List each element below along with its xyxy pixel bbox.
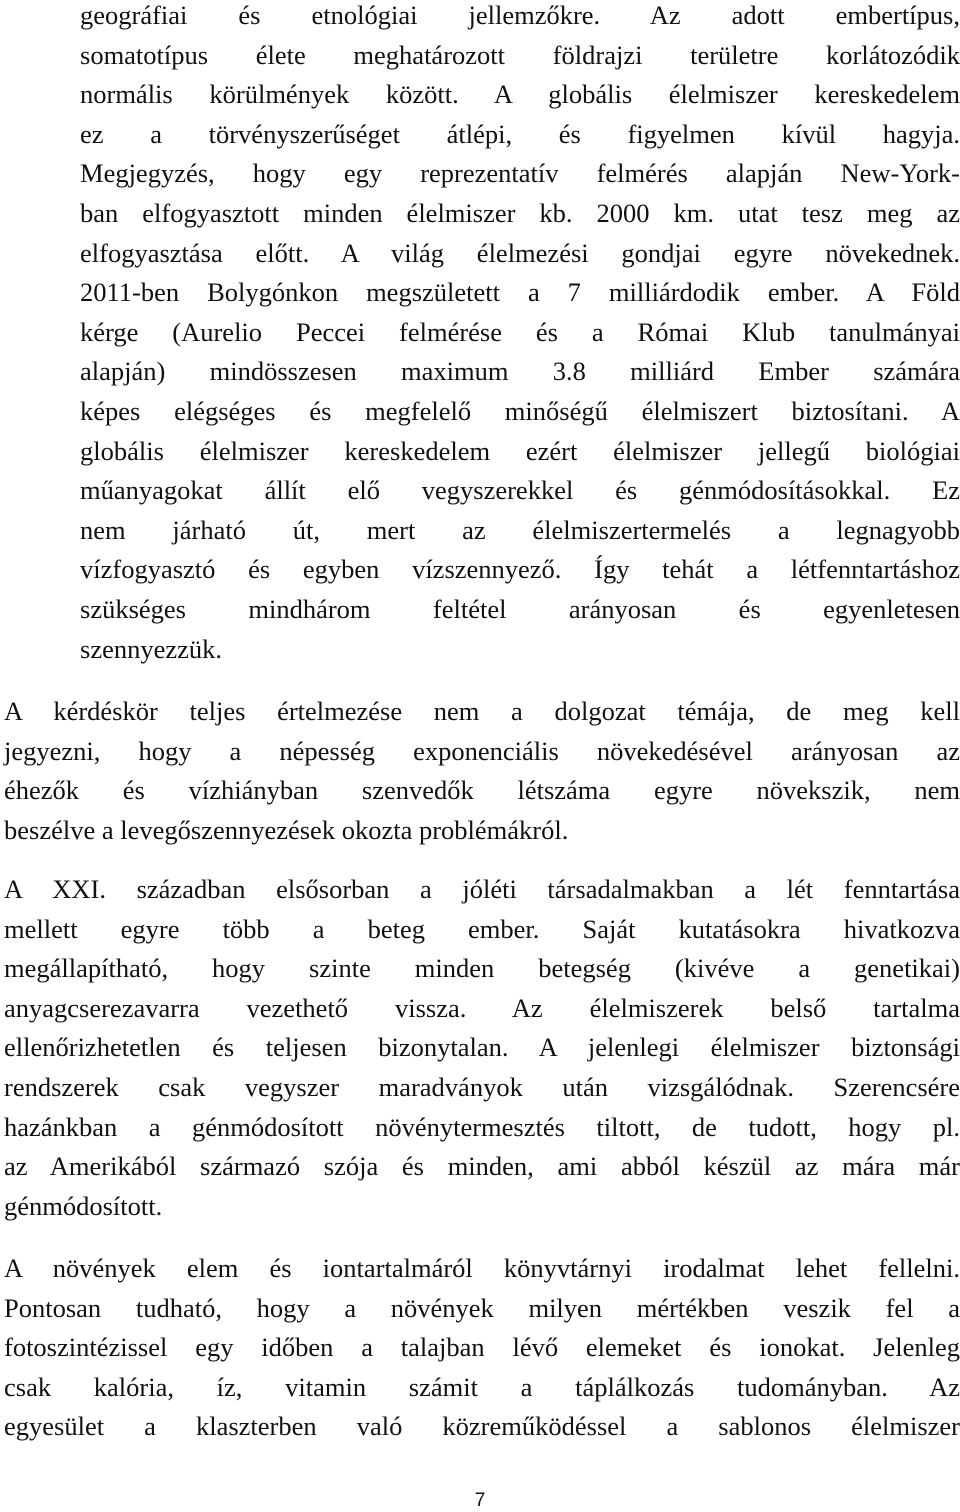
- text-line: Megjegyzés, hogy egy reprezentatív felmérés alapján New-York-: [80, 158, 960, 189]
- text-line: ellenőrizhetetlen és teljesen bizonytalan. A jelenlegi élelmiszer biztonsági: [4, 1032, 960, 1063]
- paragraph-21st-century-illness: [4, 870, 960, 1226]
- text-line: A kérdéskör teljes értelmezése nem a dolgozat témája, de meg kell: [4, 696, 960, 726]
- page-number: 7: [474, 1490, 486, 1511]
- text-line: az Amerikából származó szója és minden, ami abból készül az mára már: [4, 1151, 960, 1182]
- text-line: vízfogyasztó és egyben vízszennyező. Így tehát a létfenntartáshoz: [80, 554, 960, 585]
- text-line: csak kalória, íz, vitamin számit a táplálkozás tudományban. Az: [4, 1371, 960, 1402]
- text-line: egyesület a klaszterben való közreműködéssel a sablonos élelmiszer: [4, 1411, 960, 1442]
- text-line: képes elégséges és megfelelő minőségű élelmiszert biztosítani. A: [80, 395, 960, 426]
- text-line: A növények elem és iontartalmáról könyvtárnyi irodalmat lehet fellelni.: [4, 1253, 960, 1283]
- text-line: ban elfogyasztott minden élelmiszer kb. 2000 km. utat tesz meg az: [80, 197, 960, 228]
- text-line: kérge (Aurelio Peccei felmérése és a Római Klub tanulmányai: [80, 316, 960, 347]
- text-line: geográfiai és etnológiai jellemzőkre. Az adott embertípus,: [80, 0, 960, 30]
- paragraph-food-trade: [80, 0, 960, 669]
- text-line: szükséges mindhárom feltétel arányosan és egyenletesen: [80, 593, 960, 624]
- text-line: jegyezni, hogy a népesség exponenciális növekedésével arányosan az: [4, 735, 960, 766]
- text-line: rendszerek csak vegyszer maradványok után vizsgálódnak. Szerencsére: [4, 1071, 960, 1102]
- text-line: hazánkban a génmódosított növénytermesztés tiltott, de tudott, hogy pl.: [4, 1111, 960, 1142]
- text-line: Pontosan tudható, hogy a növények milyen mértékben veszik fel a: [4, 1292, 960, 1323]
- text-line: 2011-ben Bolygónkon megszületett a 7 milliárdodik ember. A Föld: [80, 277, 960, 308]
- text-line: műanyagokat állít elő vegyszerekkel és génmódosításokkal. Ez: [80, 475, 960, 506]
- text-line: fotoszintézissel egy időben a talajban lévő elemeket és ionokat. Jelenleg: [4, 1332, 960, 1363]
- text-line: génmódosított.: [4, 1190, 163, 1221]
- text-line: alapján) mindösszesen maximum 3.8 milliárd Ember számára: [80, 356, 960, 387]
- text-line: ez a törvényszerűséget átlépi, és figyelmen kívül hagyja.: [80, 118, 960, 149]
- text-line: globális élelmiszer kereskedelem ezért élelmiszer jellegű biológiai: [80, 435, 960, 466]
- text-line: mellett egyre több a beteg ember. Saját kutatásokra hivatkozva: [4, 913, 960, 944]
- text-line: anyagcserezavarra vezethető vissza. Az élelmiszerek belső tartalma: [4, 992, 960, 1023]
- text-line: elfogyasztása előtt. A világ élelmezési gondjai egyre növekednek.: [80, 237, 960, 268]
- text-line: A XXI. században elsősorban a jóléti társadalmakban a lét fenntartása: [4, 874, 960, 904]
- text-line: szennyezzük.: [80, 633, 222, 664]
- text-line: normális körülmények között. A globális élelmiszer kereskedelem: [80, 79, 960, 110]
- paragraph-plant-nutrients: [4, 1249, 960, 1447]
- text-line: megállapítható, hogy szinte minden betegség (kivéve a genetikai): [4, 953, 960, 984]
- text-line: éhezők és vízhiányban szenvedők létszáma egyre növekszik, nem: [4, 775, 960, 806]
- text-line: somatotípus élete meghatározott földrajzi területre korlátozódik: [80, 39, 960, 70]
- paragraph-population-growth: [4, 692, 960, 850]
- text-line: nem járható út, mert az élelmiszertermelés a legnagyobb: [80, 514, 960, 545]
- text-line: beszélve a levegőszennyezések okozta problémákról.: [4, 814, 569, 845]
